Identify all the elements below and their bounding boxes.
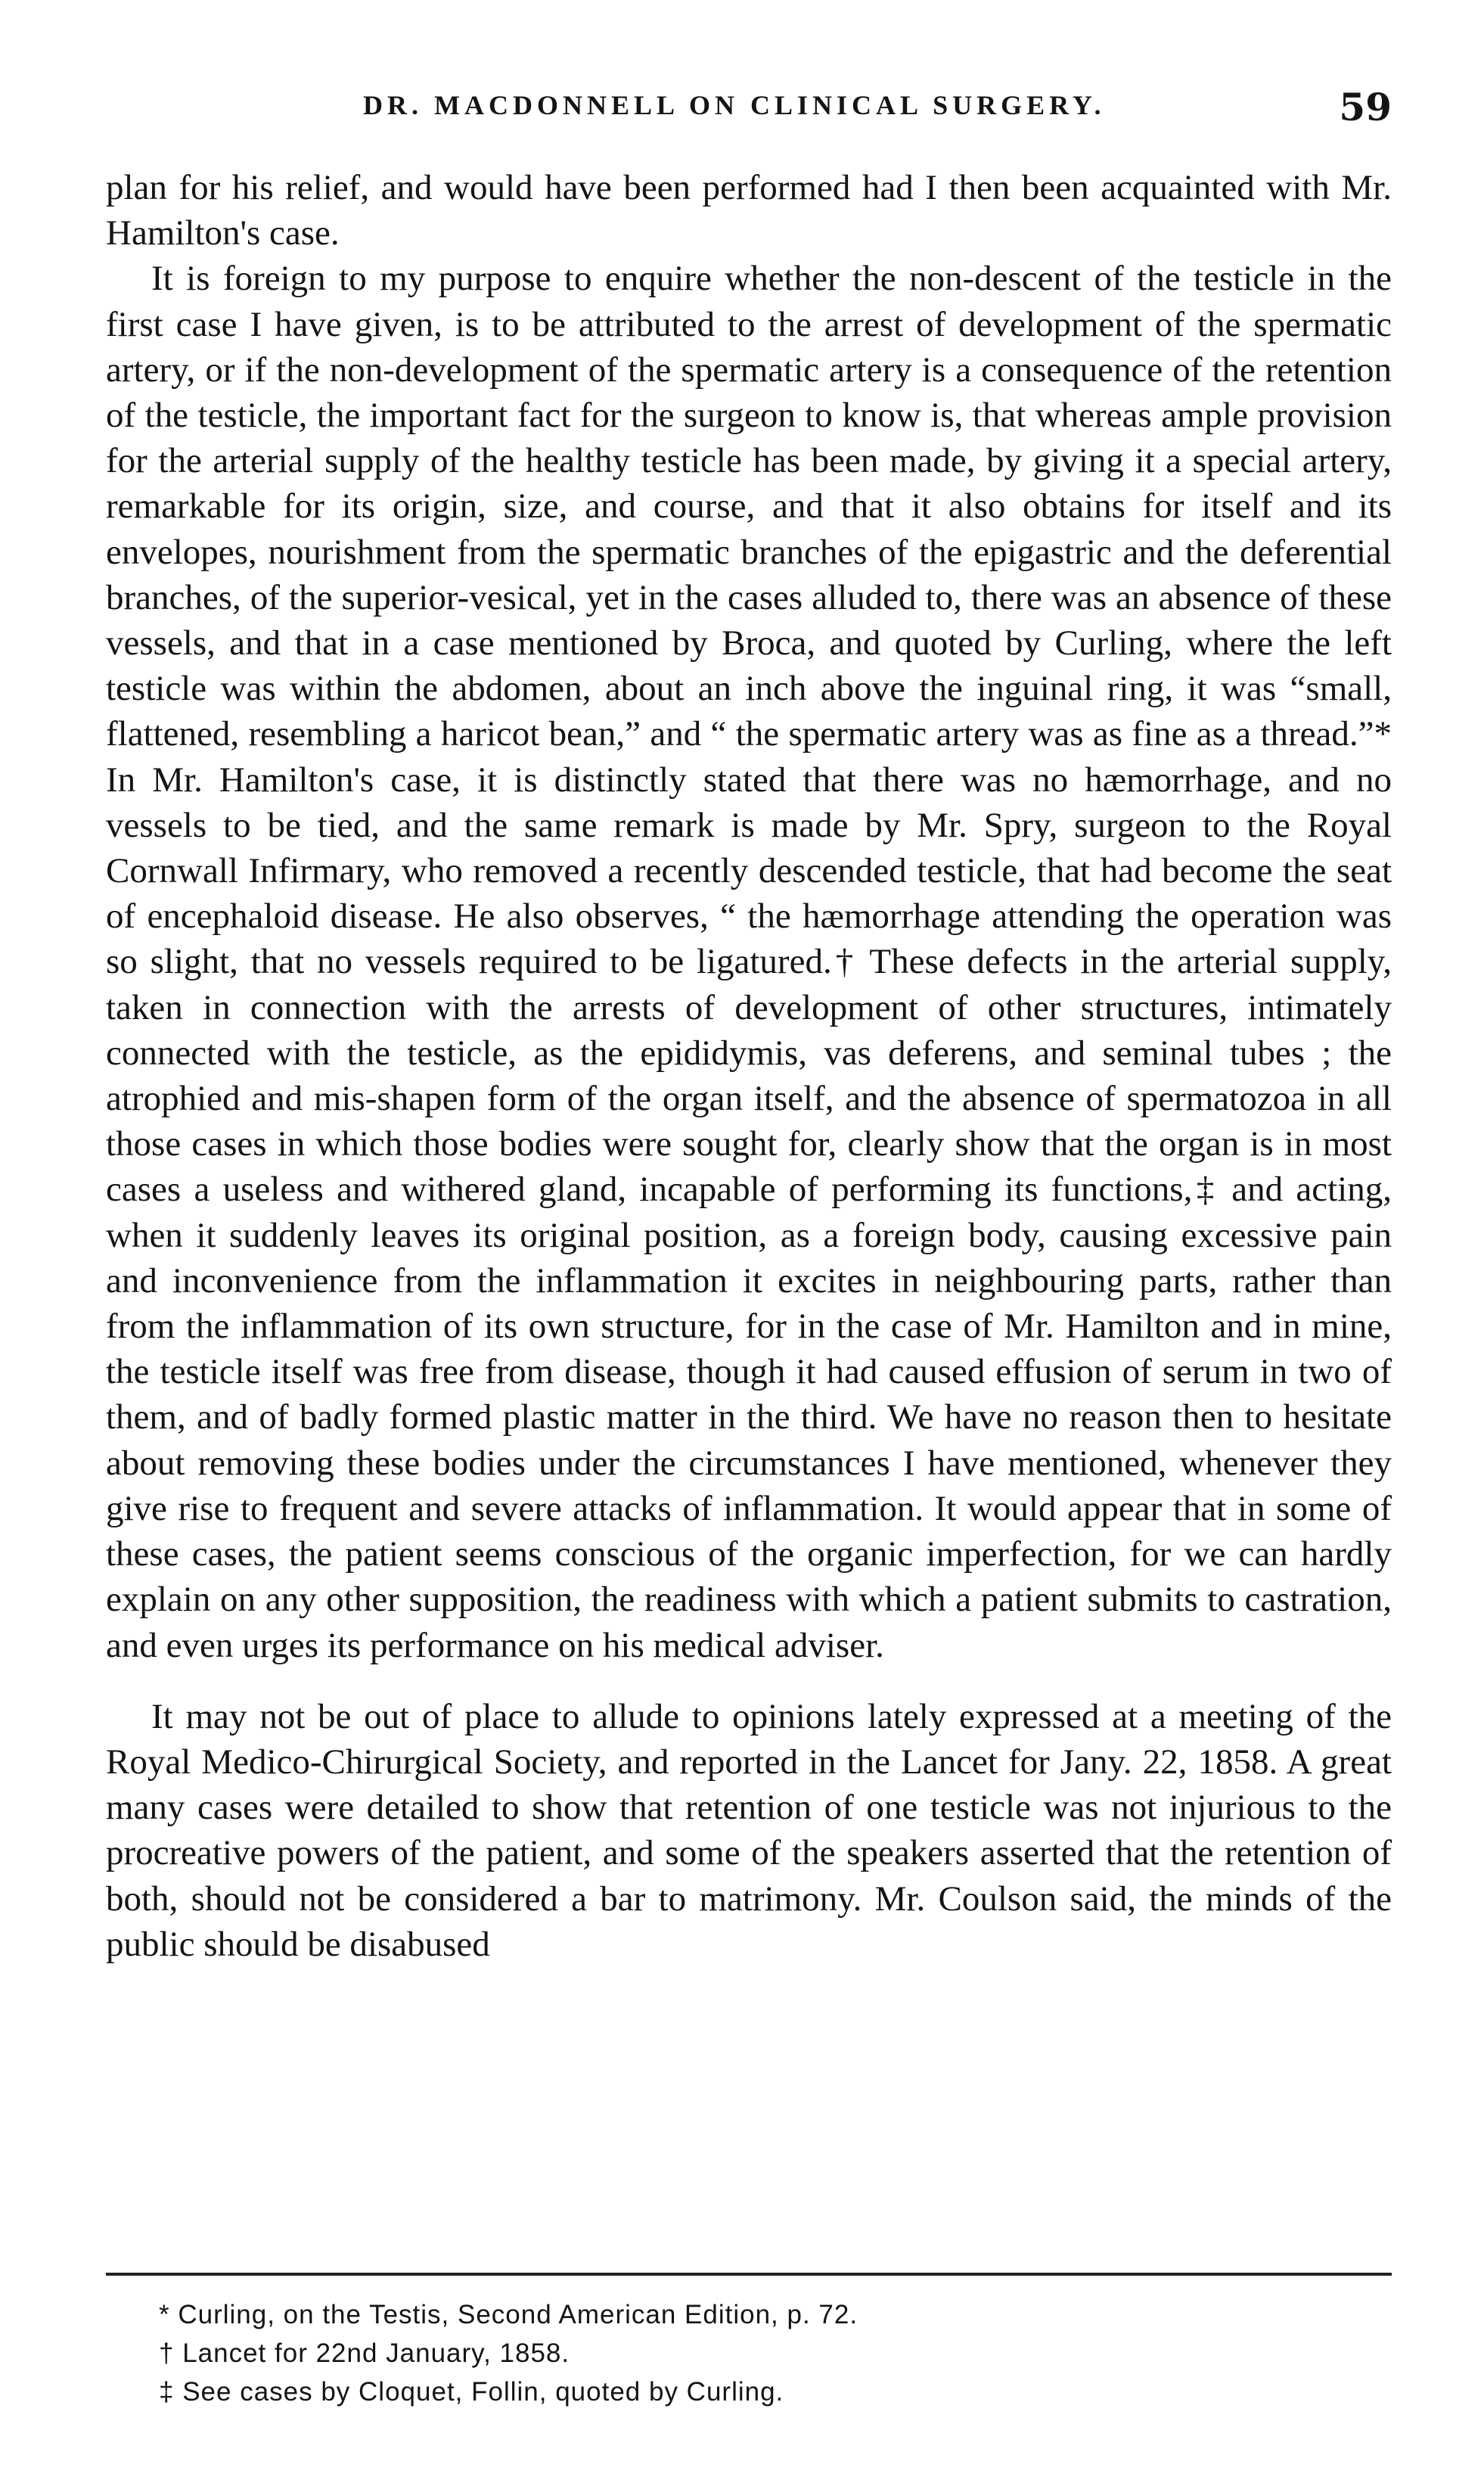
footnote-cloquet: ‡ See cases by Cloquet, Follin, quoted by Curling. bbox=[159, 2377, 784, 2407]
footnote-curling: * Curling, on the Testis, Second American Edition, p. 72. bbox=[159, 2300, 858, 2329]
paragraph-testicle-discussion: It is foreign to my purpose to enquire whether the non-descent of the testicle in the first case I have given, is to be attributed to the arrest of development of the spermatic artery, or if the non-development of the spermatic artery is a consequence of the retention of the testicle, the important fact for the surgeon to know is, that whereas ample provision for the arterial supply of the healthy testicle has been made, by giving it a special artery, remarkable for its origin, size, and course, and that it also obtains for itself and its envelopes, nourishment from the spermatic branches of the epigastric and the deferential branches, of the superior-vesical, yet in the cases alluded to, there was an absence of these vessels, and that in a case mentioned by Broca, and quoted by Curling, where the left testicle was within the abdomen, about an inch above the inguinal ring, it was “small, flattened, resembling a haricot bean,” and “ the spermatic artery was as fine as a thread.”* In Mr. Hamilton's case, it is distinctly stated that there was no hæmorrhage, and no vessels to be tied, and the same remark is made by Mr. Spry, surgeon to the Royal Cornwall Infirmary, who removed a recently descended testicle, that had become the seat of encephaloid disease. He also observes, “ the hæmorrhage attending the operation was so slight, that no vessels required to be ligatured.† These defects in the arterial supply, taken in connection with the arrests of development of other structures, intimately connected with the testicle, as the epididymis, vas deferens, and seminal tubes ; the atrophied and mis-shapen form of the organ itself, and the absence of spermatozoa in all those cases in which those bodies were sought for, clearly show that the organ is in most cases a useless and withered gland, incapable of performing its functions,‡ and acting, when it suddenly leaves its original position, as a foreign body, causing excessive pain and inconvenience from the inflammation it excites in neighbouring parts, rather than from the inflammation of its own structure, for in the case of Mr. Hamilton and in mine, the testicle itself was free from disease, though it had caused effusion of serum in two of them, and of badly formed plastic matter in the third. We have no reason then to hesitate about removing these bodies under the circumstances I have mentioned, whenever they give rise to frequent and severe attacks of inflammation. It would appear that in some of these cases, the patient seems conscious of the organic imperfection, for we can hardly explain on any other supposition, the readiness with which a patient submits to castration, and even urges its performance on his medical adviser. bbox=[106, 259, 1392, 1665]
footnote-divider bbox=[106, 2273, 1392, 2276]
footnotes bbox=[159, 2295, 1369, 2411]
page-number: 59 bbox=[1339, 85, 1392, 129]
body-text bbox=[106, 165, 1392, 1967]
paragraph-continuation: plan for his relief, and would have been performed had I then been acquainted with Mr. Hamilton's case. bbox=[106, 168, 1392, 253]
running-head: DR. MACDONNELL ON CLINICAL SURGERY. bbox=[363, 90, 1106, 120]
footnote-lancet: † Lancet for 22nd January, 1858. bbox=[159, 2338, 570, 2368]
paragraph-medico-chirurgical-society: It may not be out of place to allude to opinions lately expressed at a meeting of the Royal Medico-Chirurgical Society, and reported in the Lancet for Jany. 22, 1858. A great many cases were detailed to show that retention of one testicle was not injurious to the procreative powers of the patient, and some of the speakers asserted that the retention of both, should not be considered a bar to matrimony. Mr. Coulson said, the minds of the public should be disabused bbox=[106, 1696, 1392, 1964]
page-header bbox=[106, 85, 1392, 145]
